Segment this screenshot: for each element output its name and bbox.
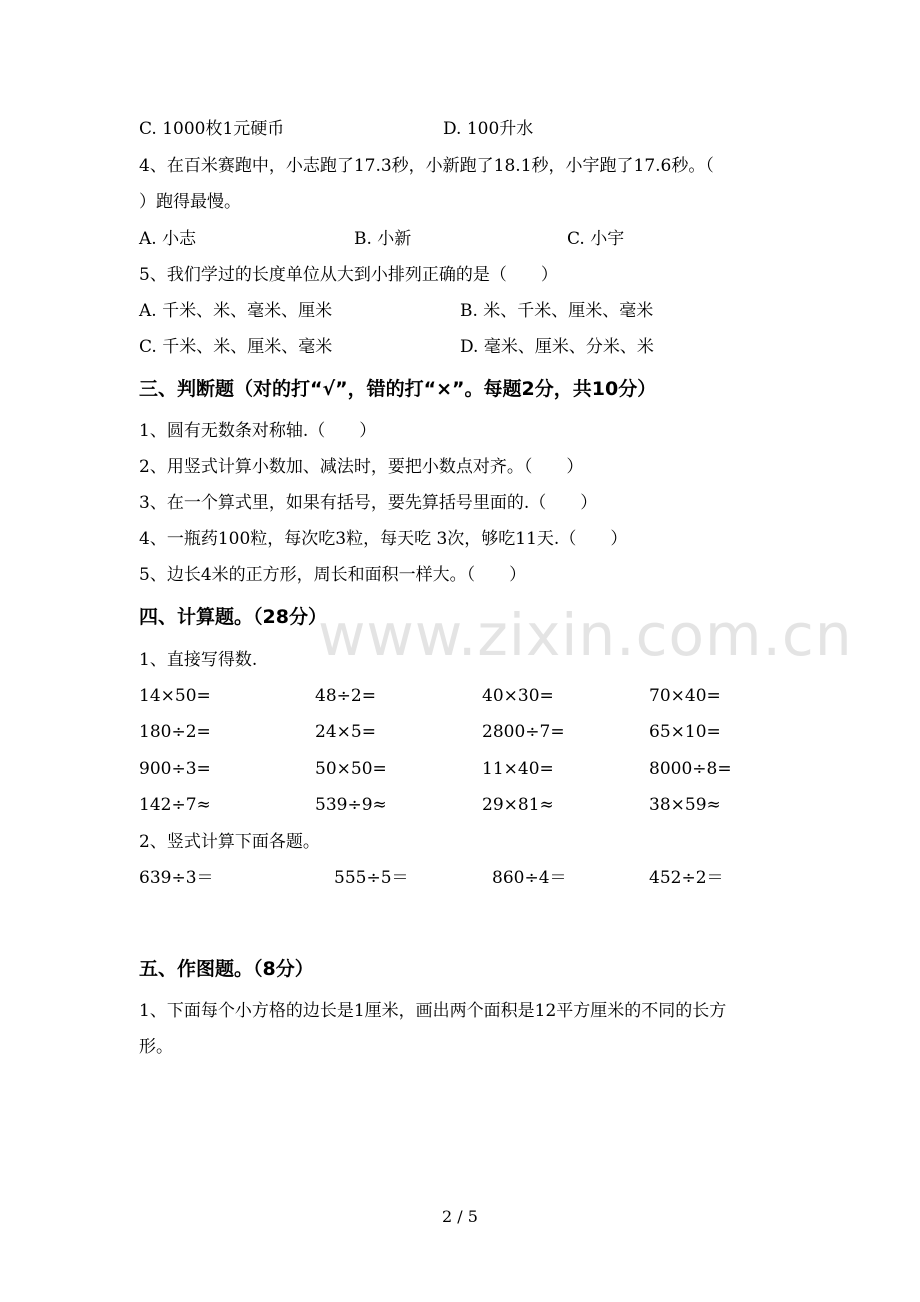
q5-option-d: D. 毫米、厘米、分米、米	[460, 337, 654, 357]
calc-sub-2: 2、竖式计算下面各题。	[139, 832, 320, 852]
q4-option-a: A. 小志	[139, 229, 197, 249]
tf-item-2: 2、用竖式计算小数加、减法时，要把小数点对齐。（ ）	[139, 457, 584, 477]
calc-cell: 2800÷7=	[482, 722, 565, 742]
q3-option-c: C. 1000枚1元硬币	[139, 119, 285, 139]
calc-cell: 65×10=	[649, 722, 721, 742]
tf-item-4: 4、一瓶药100粒，每次吃3粒，每天吃 3次，够吃11天.（ ）	[139, 529, 628, 549]
calc-cell: 70×40=	[649, 686, 721, 706]
vertical-calc-item: 639÷3＝	[139, 868, 214, 888]
calc-cell: 142÷7≈	[139, 795, 211, 815]
vertical-calc-item: 452÷2＝	[649, 868, 724, 888]
q3-option-d: D. 100升水	[443, 119, 534, 139]
q4-stem-line1: 4、在百米赛跑中，小志跑了17.3秒，小新跑了18.1秒，小宇跑了17.6秒。（	[139, 156, 714, 176]
section-4-title: 四、计算题。（28分）	[139, 606, 327, 628]
tf-item-5: 5、边长4米的正方形，周长和面积一样大。（ ）	[139, 565, 527, 585]
calc-cell: 50×50=	[315, 759, 387, 779]
calc-cell: 180÷2=	[139, 722, 211, 742]
watermark: www.zixin.com.cn	[318, 601, 853, 669]
q4-option-b: B. 小新	[354, 229, 412, 249]
calc-cell: 14×50=	[139, 686, 211, 706]
calc-sub-1: 1、直接写得数.	[139, 650, 258, 670]
vertical-calc-item: 860÷4＝	[492, 868, 567, 888]
calc-cell: 40×30=	[482, 686, 554, 706]
section-3-title: 三、判断题（对的打“√”，错的打“×”。每题2分，共10分）	[139, 378, 657, 400]
calc-cell: 900÷3=	[139, 759, 211, 779]
q5-option-c: C. 千米、米、厘米、毫米	[139, 337, 333, 357]
calc-cell: 29×81≈	[482, 795, 554, 815]
section-5-title: 五、作图题。（8分）	[139, 958, 314, 980]
page-number: 2 / 5	[442, 1207, 478, 1226]
q5-option-a: A. 千米、米、毫米、厘米	[139, 301, 333, 321]
draw-q1-line1: 1、下面每个小方格的边长是1厘米，画出两个面积是12平方厘米的不同的长方	[139, 1001, 727, 1021]
q5-stem: 5、我们学过的长度单位从大到小排列正确的是（ ）	[139, 265, 558, 285]
calc-cell: 539÷9≈	[315, 795, 387, 815]
calc-cell: 24×5=	[315, 722, 376, 742]
draw-q1-line2: 形。	[139, 1037, 173, 1057]
calc-cell: 8000÷8=	[649, 759, 732, 779]
q4-stem-line2: ）跑得最慢。	[139, 192, 241, 212]
calc-cell: 48÷2=	[315, 686, 376, 706]
calc-cell: 38×59≈	[649, 795, 721, 815]
q5-option-b: B. 米、千米、厘米、毫米	[460, 301, 654, 321]
tf-item-1: 1、圆有无数条对称轴.（ ）	[139, 421, 377, 441]
tf-item-3: 3、在一个算式里，如果有括号，要先算括号里面的.（ ）	[139, 493, 598, 513]
vertical-calc-item: 555÷5＝	[334, 868, 409, 888]
q4-option-c: C. 小宇	[567, 229, 625, 249]
calc-cell: 11×40=	[482, 759, 554, 779]
